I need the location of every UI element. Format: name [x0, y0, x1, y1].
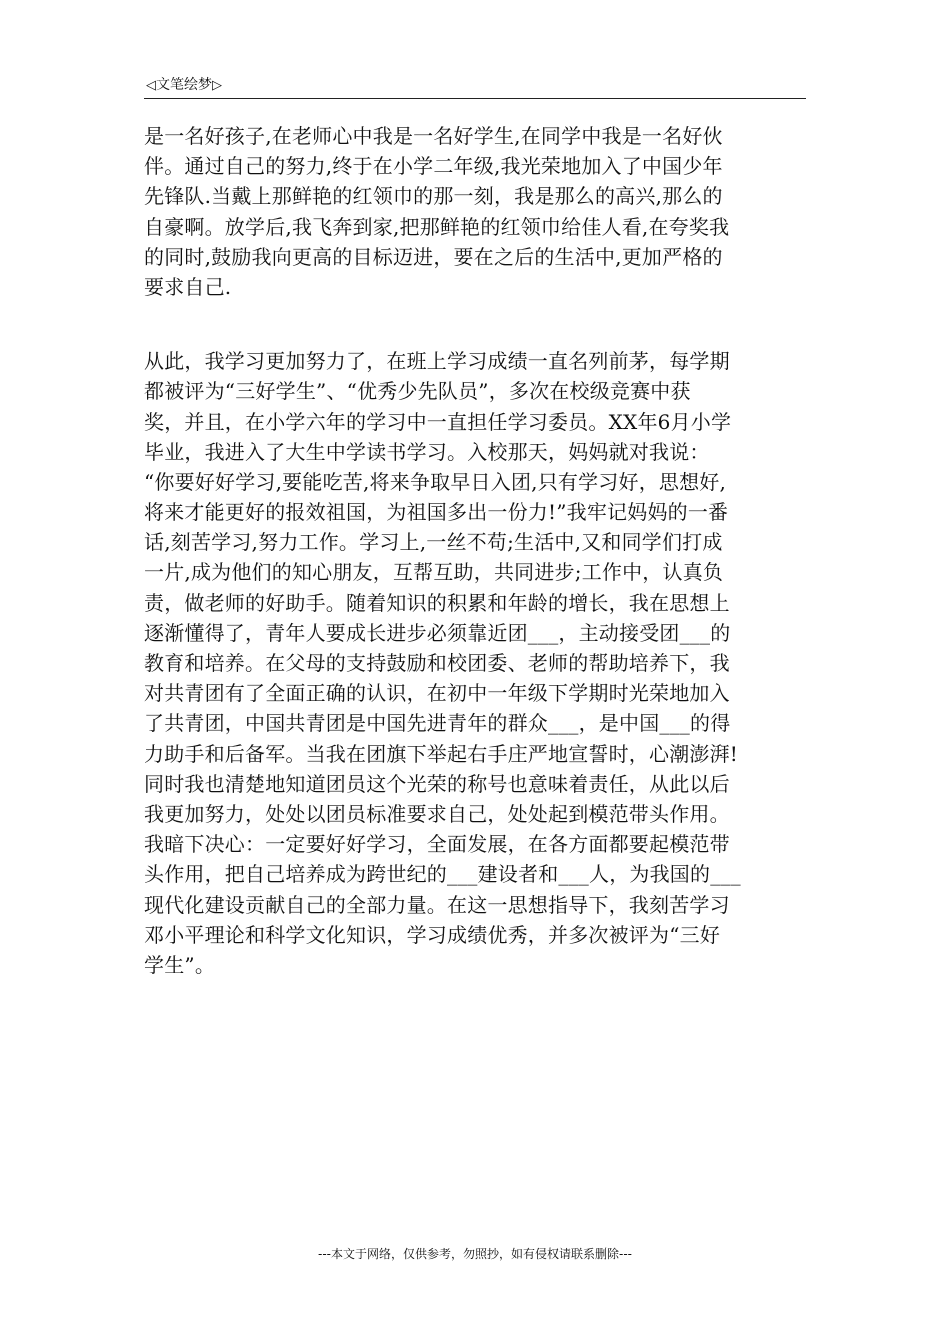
paragraph-2 — [144, 346, 806, 980]
document-body — [144, 121, 806, 980]
text-line: 逐渐懂得了，青年人要成长进步必须靠近团___，主动接受团___的 — [144, 620, 731, 645]
text-line: 话,刻苦学习,努力工作。学习上,一丝不苟;生活中,又和同学们打成 — [144, 530, 723, 555]
text-line: 教育和培养。在父母的支持鼓励和校团委、老师的帮助培养下，我 — [144, 651, 730, 675]
text-line: 头作用，把自己培养成为跨世纪的___建设者和___人，为我国的___ — [144, 862, 741, 887]
text-line: 要求自己. — [144, 274, 232, 299]
text-line: 伴。通过自己的努力,终于在小学二年级,我光荣地加入了中国少年 — [144, 154, 723, 179]
text-line: 都被评为“三好学生”、“优秀少先队员”，多次在校级竞赛中获 — [144, 379, 691, 404]
paragraph-1 — [144, 121, 806, 302]
text-line: 毕业，我进入了大生中学读书学习。入校那天，妈妈就对我说： — [144, 439, 710, 464]
text-line: 我暗下决心：一定要好好学习，全面发展，在各方面都要起模范带 — [144, 832, 730, 857]
text-line: 先锋队.当戴上那鲜艳的红领巾的那一刻，我是那么的高兴,那么的 — [144, 184, 723, 209]
header-title-group — [146, 76, 222, 95]
paragraph-spacer — [144, 302, 806, 346]
text-line: 邓小平理论和科学文化知识，学习成绩优秀，并多次被评为“三好 — [144, 922, 721, 947]
left-triangle-icon: ◁ — [146, 78, 156, 93]
right-triangle-icon: ▷ — [212, 78, 222, 93]
text-line: 责，做老师的好助手。随着知识的积累和年龄的增长，我在思想上 — [144, 590, 730, 615]
header-title: 文笔绘梦 — [156, 77, 212, 93]
text-line: 对共青团有了全面正确的认识，在初中一年级下学期时光荣地加入 — [144, 681, 730, 706]
text-line: 了共青团，中国共青团是中国先进青年的群众___，是中国___的得 — [144, 711, 731, 736]
page-header — [144, 72, 806, 99]
text-line: 我更加努力，处处以团员标准要求自己，处处起到模范带头作用。 — [144, 801, 730, 826]
text-line: 奖，并且，在小学六年的学习中一直担任学习委员。XX年6月小学 — [144, 409, 732, 434]
text-line: 现代化建设贡献自己的全部力量。在这一思想指导下，我刻苦学习 — [144, 892, 730, 917]
text-line: 学生”。 — [144, 952, 216, 977]
text-line: 一片,成为他们的知心朋友，互帮互助，共同进步;工作中，认真负 — [144, 560, 724, 585]
text-line: 将来才能更好的报效祖国，为祖国多出一份力!”我牢记妈妈的一番 — [144, 500, 729, 525]
text-line: 同时我也清楚地知道团员这个光荣的称号也意味着责任，从此以后 — [144, 771, 730, 796]
text-line: 是一名好孩子,在老师心中我是一名好学生,在同学中我是一名好伙 — [144, 124, 723, 148]
page-footer: ---本文于网络，仅供参考，勿照抄，如有侵权请联系删除--- — [318, 1247, 632, 1261]
text-line: “你要好好学习,要能吃苦,将来争取早日入团,只有学习好，思想好, — [144, 469, 727, 494]
text-line: 的同时,鼓励我向更高的目标迈进，要在之后的生活中,更加严格的 — [144, 244, 723, 269]
text-line: 从此，我学习更加努力了，在班上学习成绩一直名列前茅，每学期 — [144, 349, 730, 374]
text-line: 自豪啊。放学后,我飞奔到家,把那鲜艳的红领巾给佳人看,在夸奖我 — [144, 214, 730, 239]
text-line: 力助手和后备军。当我在团旗下举起右手庄严地宣誓时，心潮澎湃! — [144, 741, 739, 766]
